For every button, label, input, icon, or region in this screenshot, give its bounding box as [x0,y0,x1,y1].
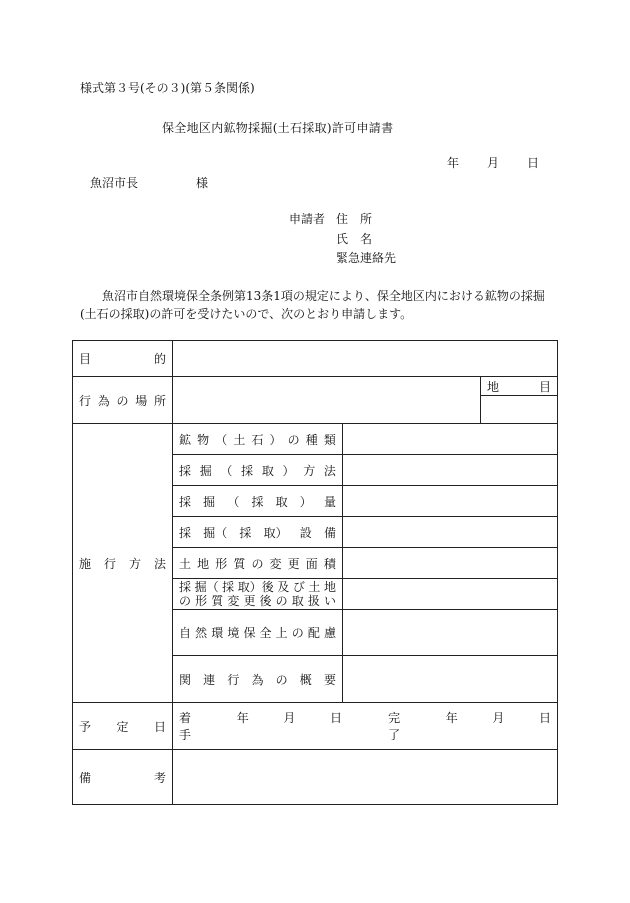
method-item-field[interactable] [343,610,558,656]
label-char: 鉱 [179,432,192,447]
label-char: 予 [79,719,92,734]
label-char: ） [282,463,295,478]
label-char: 法 [323,463,336,478]
schedule-end-month: 月 [492,711,505,725]
label-char: 場 [135,393,148,408]
row-remarks [73,750,558,805]
label-char: 全 [259,626,272,640]
label-char: 土 [179,556,192,571]
label-char: 目 [79,352,92,366]
date-day: 日 [527,156,540,170]
method-item-field[interactable] [343,656,558,703]
remarks-label [73,750,173,805]
label-char: 的 [153,352,166,366]
applicant-label: 申請者 [289,212,326,226]
label-char: 保 [243,626,256,640]
label-char: 施 [79,556,92,571]
label-char: 取 [275,494,288,509]
label-char: の [179,594,192,608]
label-char: 上 [275,626,288,640]
label-char: 変 [227,594,240,608]
method-item-field[interactable] [343,455,558,486]
label-char: 扱 [307,594,320,608]
label-char: 掘（ [203,525,228,540]
label-char: 採 [241,463,254,478]
method-item-field[interactable] [343,548,558,579]
schedule-field[interactable] [173,703,558,750]
label-char: 境 [227,626,240,640]
lot-category-cell [481,377,558,424]
label-char: の [116,393,129,408]
label-char: 採 [239,525,252,540]
date-line [447,157,539,169]
remarks-field[interactable] [173,750,558,805]
schedule-start-year: 年 [236,711,249,725]
label-char: 地 [487,379,500,394]
schedule-end-day: 日 [539,711,552,725]
method-item-label [173,455,343,486]
label-char: 質 [233,556,246,571]
label-char: 地 [323,580,336,594]
label-char: 形 [195,594,208,608]
lot-category-field[interactable] [481,396,557,423]
schedule-end-label: 完了 [388,711,401,742]
location-field[interactable] [173,377,481,424]
label-char: 為 [251,672,264,687]
schedule-label [73,703,173,750]
label-char: の [287,432,300,447]
label-char: 配 [307,626,320,640]
label-char: 石 [251,432,264,447]
label-char: 備 [323,525,336,540]
label-char: 所 [153,393,166,408]
method-item-field[interactable] [343,579,558,610]
label-char: 更 [243,594,256,608]
method-label [73,424,173,703]
label-char: 物 [197,432,210,447]
method-item-label [173,424,343,455]
label-char: 取 [261,463,274,478]
label-char: 行 [79,393,92,408]
label-char: 採 [179,463,192,478]
form-number: 様式第３号(その３)(第５条関係) [80,81,255,95]
label-char: 要 [323,672,336,687]
method-item-label [173,548,343,579]
label-char: 類 [323,432,336,447]
date-year: 年 [447,156,460,170]
intro-paragraph: 魚沼市自然環境保全条例第13条1項の規定により、保全地区内における鉱物の採掘(土石の採取)の許可を受けたいので、次のとおり申請します。 [80,289,545,321]
label-char: 種 [305,432,318,447]
label-char: 取） [263,525,288,540]
row-method-1 [73,424,558,455]
label-char: 行 [103,556,116,571]
row-purpose [73,341,558,377]
lot-category-label [481,377,557,396]
label-char: 為 [97,393,110,408]
label-char: 面 [305,556,318,571]
method-item-field[interactable] [343,517,558,548]
schedule-end-year: 年 [445,711,458,725]
label-char: 掘（ [194,580,219,594]
schedule-start-day: 日 [329,711,342,725]
label-char: 採 [222,580,235,594]
label-char: 備 [79,770,92,785]
label-char: 慮 [323,626,336,640]
label-char: 取）後 [237,580,274,594]
label-char: び [292,580,305,594]
addressee [90,177,208,189]
label-char: 方 [303,463,316,478]
method-item-label [173,486,343,517]
label-char: 形 [215,556,228,571]
label-char: い [323,594,336,608]
label-char: 日 [153,719,166,734]
label-char: 行 [227,672,240,687]
applicant-address-label: 住 所 [336,212,373,226]
label-char: の [275,594,288,608]
label-char: 設 [299,525,312,540]
label-char: 質 [211,594,224,608]
label-char: 採 [179,580,192,594]
label-char: 掘 [203,494,216,509]
schedule-start-month: 月 [283,711,296,725]
label-char: 採 [251,494,264,509]
applicant-name-label: 氏 名 [336,232,373,246]
schedule-start-label: 着手 [179,711,192,742]
label-char: 連 [203,672,216,687]
label-char: ） [269,432,282,447]
label-char: 変 [269,556,282,571]
label-char: 自 [179,626,192,640]
label-char: 環 [211,626,224,640]
date-month: 月 [487,156,500,170]
label-char: 量 [323,494,336,509]
label-char: 掘 [199,463,212,478]
label-char: 概 [299,672,312,687]
label-char: の [275,672,288,687]
label-char: 採 [179,494,192,509]
method-item-label [173,579,343,610]
label-char: （ [227,494,240,509]
label-char: の [251,556,264,571]
addressee-honorific: 様 [196,176,209,190]
purpose-label [73,341,173,377]
method-item-field[interactable] [343,424,558,455]
method-item-field[interactable] [343,486,558,517]
method-item-label [173,656,343,703]
label-char: 土 [308,580,321,594]
label-char: 法 [153,556,166,571]
method-item-label [173,517,343,548]
applicant-contact-label: 緊急連絡先 [336,251,397,265]
label-char: 然 [195,626,208,640]
label-char: 更 [287,556,300,571]
method-item-label [173,610,343,656]
row-schedule [73,703,558,750]
addressee-name: 魚沼市長 [90,176,139,190]
label-char: 関 [179,672,192,687]
label-char: 地 [197,556,210,571]
document-title: 保全地区内鉱物採掘(土石採取)許可申請書 [162,121,394,135]
label-char: ） [299,494,312,509]
label-char: （ [220,463,233,478]
label-char: 採 [179,525,192,540]
label-char: 取 [291,594,304,608]
label-char: 考 [153,770,166,785]
label-char: 後 [259,594,272,608]
location-label [73,377,173,424]
row-location [73,377,558,424]
label-char: 目 [539,379,552,394]
application-table [72,340,558,805]
label-char: 積 [323,556,336,571]
label-char: 及 [277,580,290,594]
label-char: 方 [128,556,141,571]
label-char: （ [215,432,228,447]
purpose-field[interactable] [173,341,558,377]
label-char: 定 [116,719,129,734]
label-char: 土 [233,432,246,447]
label-char: の [291,626,304,640]
